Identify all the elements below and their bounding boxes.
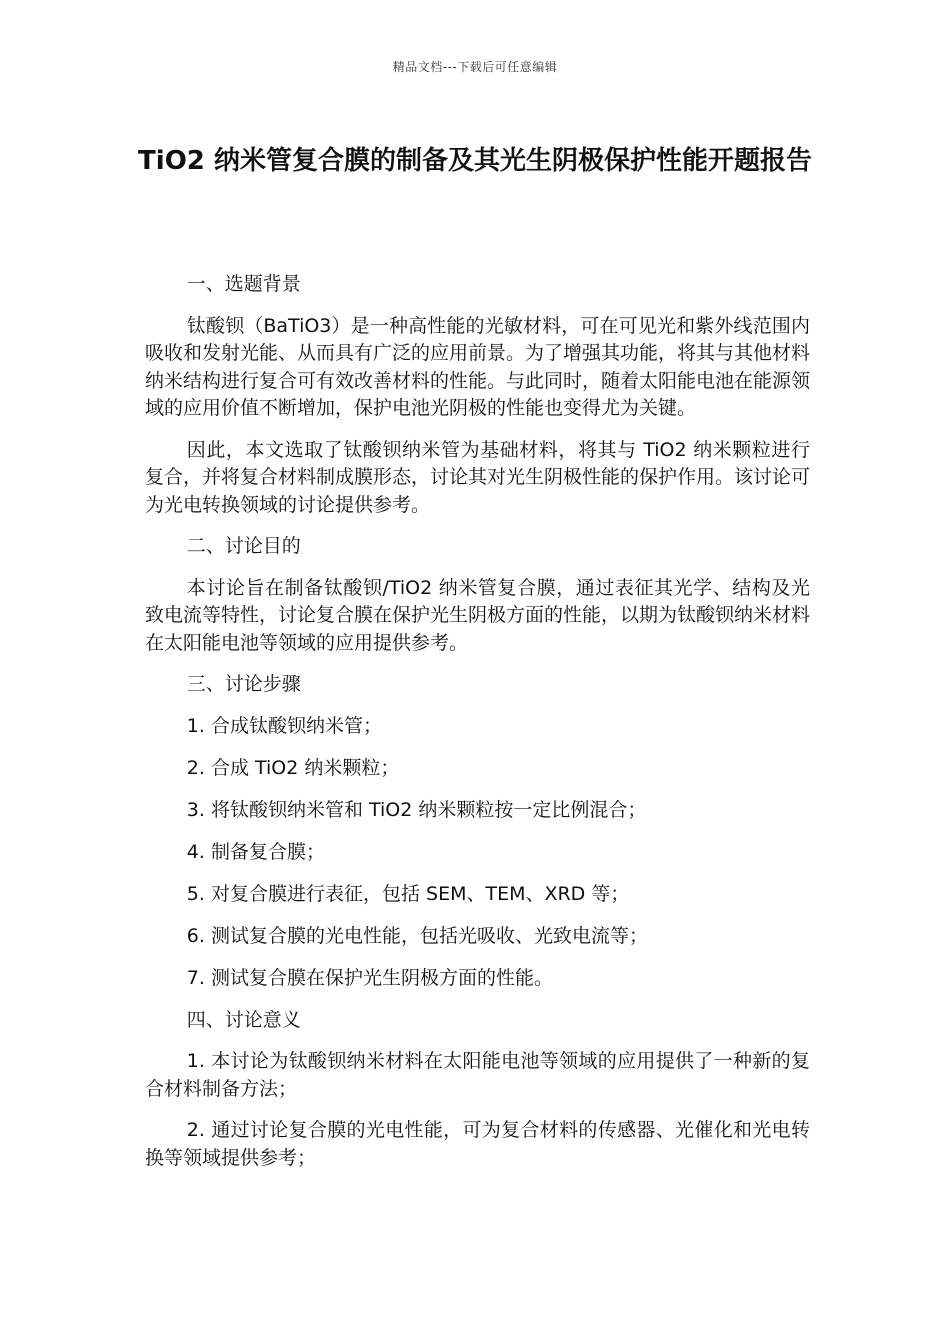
document-body <box>145 271 810 1186</box>
step-item: 3. 将钛酸钡纳米管和 TiO2 纳米颗粒按一定比例混合； <box>186 798 647 821</box>
step-item: 6. 测试复合膜的光电性能，包括光吸收、光致电流等； <box>186 924 648 947</box>
purpose-paragraph: 本讨论旨在制备钛酸钡/TiO2 纳米管复合膜，通过表征其光学、结构及光致电流等特性，讨论复合膜在保护光生阴极方面的性能，以期为钛酸钡纳米材料在太阳能电池等领域的应用提供参考。 <box>145 576 811 654</box>
section-heading-steps: 三、讨论步骤 <box>186 673 301 695</box>
section-heading-purpose: 二、讨论目的 <box>186 535 301 557</box>
step-item: 5. 对复合膜进行表征，包括 SEM、TEM、XRD 等； <box>186 882 630 905</box>
section-heading-background: 一、选题背景 <box>186 273 301 295</box>
section-heading-significance: 四、讨论意义 <box>186 1008 301 1031</box>
step-item: 2. 合成 TiO2 纳米颗粒； <box>186 756 400 779</box>
background-paragraph-2: 因此，本文选取了钛酸钡纳米管为基础材料，将其与 TiO2 纳米颗粒进行复合，并将复合材料制成膜形态，讨论其对光生阴极性能的保护作用。该讨论可为光电转换领域的讨论提供参考。 <box>145 438 811 516</box>
header-note: 精品文档---下载后可任意编辑 <box>392 60 558 74</box>
step-item: 7. 测试复合膜在保护光生阴极方面的性能。 <box>186 966 553 989</box>
significance-item: 2. 通过讨论复合膜的光电性能，可为复合材料的传感器、光催化和光电转换等领域提供参考； <box>145 1119 810 1169</box>
significance-item: 1. 本讨论为钛酸钡纳米材料在太阳能电池等领域的应用提供了一种新的复合材料制备方法； <box>145 1050 810 1100</box>
background-paragraph-1: 钛酸钡（BaTiO3）是一种高性能的光敏材料，可在可见光和紫外线范围内吸收和发射光能、从而具有广泛的应用前景。为了增强其功能，将其与其他材料纳米结构进行复合可有效改善材料的性能。与此同时，随着太阳能电池在能源领域的应用价值不断增加，保护电池光阴极的性能也变得尤为关键。 <box>145 314 811 419</box>
step-item: 4. 制备复合膜； <box>186 840 325 863</box>
step-item: 1. 合成钛酸钡纳米管； <box>186 714 382 737</box>
document-title: TiO2 纳米管复合膜的制备及其光生阴极保护性能开题报告 <box>138 146 812 176</box>
